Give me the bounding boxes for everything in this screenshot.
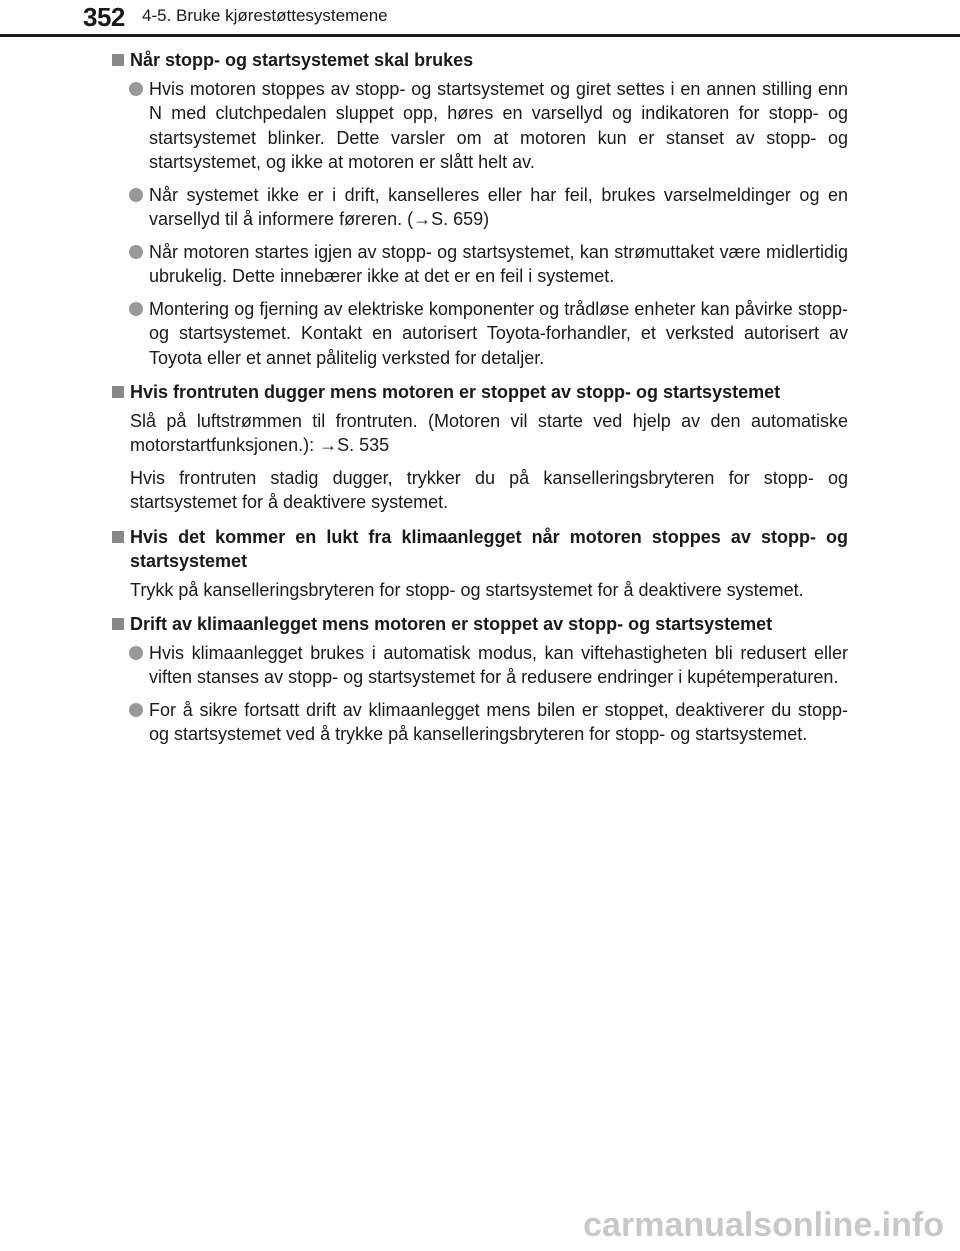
section-ac-operation bbox=[110, 612, 848, 747]
list-item-text: Montering og fjerning av elektriske komponenter og trådløse enheter kan påvirke stopp- og startsystemet. Kontakt en autorisert Toyota-forhandler, et verksted autorisert av Toyota eller et annet pålitelig verksted for detaljer. bbox=[149, 298, 848, 368]
page-header bbox=[0, 0, 960, 40]
section-ac-odor bbox=[110, 525, 848, 603]
paragraph: Hvis frontruten stadig dugger, trykker du på kanselleringsbryteren for stopp- og startsystemet for å deaktivere systemet. bbox=[130, 467, 848, 512]
section-title-text: Hvis frontruten dugger mens motoren er stoppet av stopp- og startsystemet bbox=[130, 382, 781, 402]
section-title bbox=[110, 525, 848, 574]
square-bullet-icon bbox=[112, 531, 124, 543]
list-item bbox=[110, 698, 848, 747]
section-title bbox=[110, 380, 848, 405]
square-bullet-icon bbox=[112, 386, 124, 398]
circle-bullet-icon bbox=[129, 302, 143, 316]
list-item bbox=[110, 240, 848, 289]
square-bullet-icon bbox=[112, 618, 124, 630]
list-item-text: Hvis motoren stoppes av stopp- og startsystemet og giret settes i en annen stilling enn N med clutchpedalen sluppet opp, høres en varsellyd og indikatoren for stopp- og startsystemet blinker. Dette varsler om at motoren kun er stanset av stopp- og startsystemet, og ikke at motoren er slått helt av. bbox=[149, 78, 848, 172]
section-title-text: Når stopp- og startsystemet skal brukes bbox=[130, 50, 474, 70]
list-item bbox=[110, 77, 848, 175]
paragraph: Trykk på kanselleringsbryteren for stopp- og startsystemet for å deaktivere systemet. bbox=[130, 579, 804, 600]
section-title-text: Hvis det kommer en lukt fra klimaanlegget når motoren stoppes av stopp- og startsystemet bbox=[130, 526, 848, 571]
list-item bbox=[110, 297, 848, 371]
header-rule bbox=[0, 34, 960, 37]
section-title-text: Drift av klimaanlegget mens motoren er stoppet av stopp- og startsystemet bbox=[130, 614, 773, 634]
circle-bullet-icon bbox=[129, 188, 143, 202]
page-number: 352 bbox=[83, 2, 125, 32]
circle-bullet-icon bbox=[129, 646, 143, 660]
list-item-text: For å sikre fortsatt drift av klimaanlegget mens bilen er stoppet, deaktiverer du stopp- og startsystemet ved å trykke på kanselleringsbryteren for stopp- og startsystemet. bbox=[149, 699, 848, 744]
section-stop-start-usage bbox=[110, 48, 848, 370]
list-item-text: Når systemet ikke er i drift, kanselleres eller har feil, brukes varselmeldinger og en varsellyd til å informere føreren. (→S. 659) bbox=[149, 184, 848, 229]
chapter-title: 4-5. Bruke kjørestøttesystemene bbox=[142, 6, 388, 25]
circle-bullet-icon bbox=[129, 82, 143, 96]
list-item-text: Når motoren startes igjen av stopp- og startsystemet, kan strømuttaket være midlertidig ubrukelig. Dette innebærer ikke at det er en feil i systemet. bbox=[149, 241, 848, 286]
circle-bullet-icon bbox=[129, 703, 143, 717]
paragraph: Slå på luftstrømmen til frontruten. (Motoren vil starte ved hjelp av den automatiske motorstartfunksjonen.): →S. 535 bbox=[130, 410, 848, 455]
square-bullet-icon bbox=[112, 54, 124, 66]
page-content bbox=[110, 48, 848, 757]
watermark-logo: carmanualsonline.info bbox=[583, 1206, 944, 1244]
list-item-text: Hvis klimaanlegget brukes i automatisk modus, kan viftehastigheten bli redusert eller viften stanses av stopp- og startsystemet for å redusere endringer i kupétemperaturen. bbox=[149, 642, 848, 687]
list-item bbox=[110, 183, 848, 232]
section-title bbox=[110, 48, 848, 73]
section-windshield-fog bbox=[110, 380, 848, 515]
list-item bbox=[110, 641, 848, 690]
circle-bullet-icon bbox=[129, 245, 143, 259]
section-title bbox=[110, 612, 848, 637]
